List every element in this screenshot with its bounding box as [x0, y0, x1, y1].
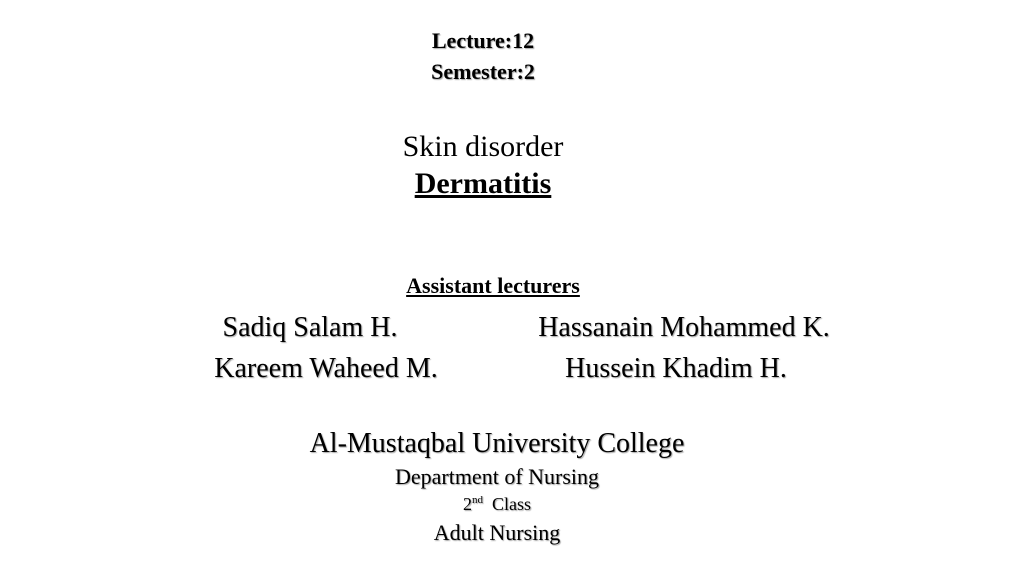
lecturer-name: Sadiq Salam H.	[222, 312, 398, 343]
course-name: Adult Nursing	[433, 520, 561, 545]
lecturer-name: Hussein Khadim H.	[565, 353, 787, 384]
lecturer-name: Kareem Waheed M.	[214, 353, 438, 384]
slide-title: Skin disorder	[402, 130, 564, 163]
lecture-number: Lecture:12	[431, 28, 535, 53]
lecturers-heading: Assistant lecturers	[406, 273, 580, 298]
class-word: Class	[491, 494, 532, 514]
class-ordinal-suffix: nd	[471, 494, 483, 506]
lecturer-name: Hassanain Mohammed K.	[538, 312, 830, 343]
college-name: Al-Mustaqbal University College	[309, 428, 685, 459]
class-number: 2	[462, 494, 472, 514]
class-level	[463, 495, 531, 513]
slide-subtitle: Dermatitis	[414, 167, 552, 200]
department-name: Department of Nursing	[394, 464, 600, 489]
semester-number: Semester:2	[431, 59, 535, 84]
